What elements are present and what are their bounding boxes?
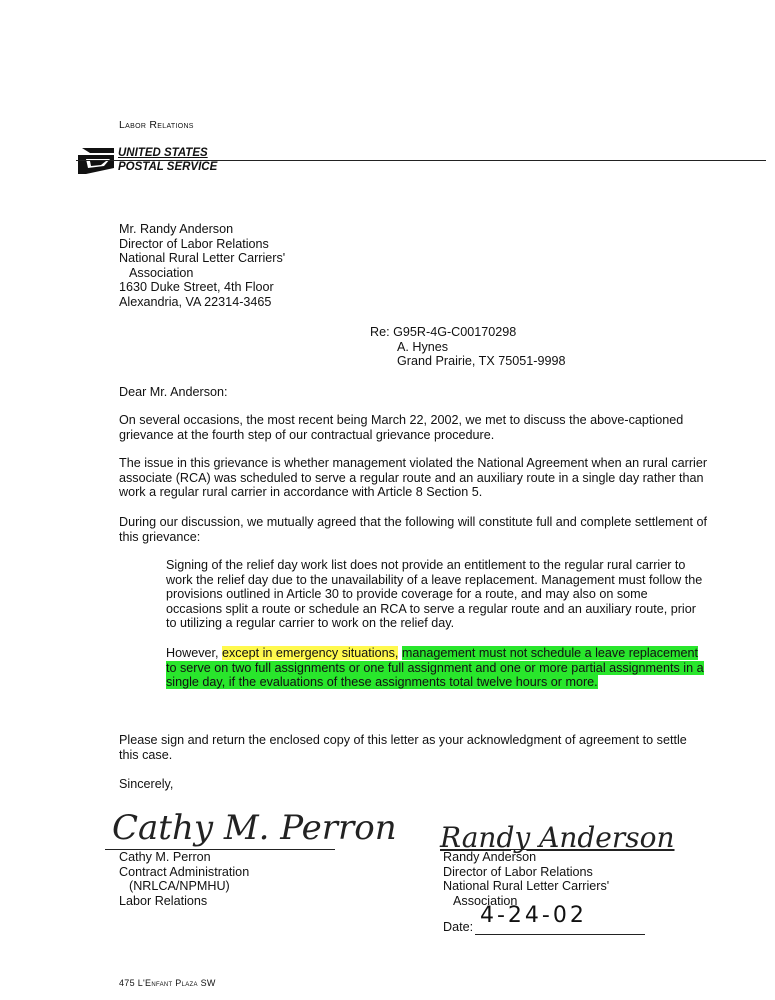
usps-logo: [76, 146, 216, 176]
signer-line: Cathy M. Perron: [119, 850, 211, 864]
signer-line: Association: [453, 893, 518, 908]
footer-address: 475 L'Enfant Plaza SW: [119, 978, 216, 988]
address-line: Association: [129, 265, 194, 280]
date-label: Date:: [443, 920, 474, 934]
salutation: Dear Mr. Anderson:: [119, 385, 228, 399]
body-paragraph: During our discussion, we mutually agreed that the following will constitute full and complete settlement of this grievance:: [119, 515, 708, 544]
body-paragraph: Please sign and return the enclosed copy of this letter as your acknowledgment of agreement to settle this case.: [119, 733, 687, 762]
address-line: Alexandria, VA 22314-3465: [119, 294, 272, 309]
signer-line: Director of Labor Relations: [443, 864, 593, 879]
org-name-line2: POSTAL SERVICE: [118, 161, 218, 173]
settlement-paragraph: Signing of the relief day work list does not provide an entitlement to the regular rural carrier to work the relief day due to the unavailability of a leave replacement. Management must follow the provisions outlined in Article 30 to provide coverage for a route, and may also on some occasions split a route or schedule an RCA to serve a regular route and an auxiliary route, prior to utilizing a regular carrier to work on the relief day.: [166, 558, 703, 631]
signature-left: Cathy M. Perron: [112, 808, 397, 848]
signer-line: Randy Anderson: [443, 850, 537, 864]
address-line: Director of Labor Relations: [119, 236, 269, 251]
signature-right: Randy Anderson: [440, 821, 675, 854]
address-line: 1630 Duke Street, 4th Floor: [119, 280, 274, 295]
signer-line: National Rural Letter Carriers': [443, 879, 610, 894]
settlement-highlighted-paragraph: [166, 646, 706, 690]
eagle-logo-icon: [76, 146, 116, 176]
date-value: 4-24-02: [480, 903, 587, 928]
signer-left-block: [119, 850, 249, 908]
paragraph-text: However,: [166, 646, 222, 660]
signer-line: Labor Relations: [119, 893, 208, 908]
signer-line: Contract Administration: [119, 864, 250, 879]
recipient-address: [119, 222, 285, 310]
letterhead-rule: [76, 160, 766, 161]
address-line: Mr. Randy Anderson: [119, 222, 234, 236]
reference-grievant: A. Hynes: [397, 339, 449, 354]
address-line: National Rural Letter Carriers': [119, 251, 286, 266]
date-line: [475, 934, 645, 935]
signer-line: (NRLCA/NPMHU): [129, 879, 230, 894]
body-paragraph: The issue in this grievance is whether management violated the National Agreement when an rural carrier associate (RCA) was scheduled to serve a regular route and an auxiliary route in a single day rather than work a regular rural carrier in accordance with Article 8 Section 5.: [119, 456, 708, 500]
closing: Sincerely,: [119, 777, 174, 791]
reference-block: [370, 325, 565, 369]
reference-case-number: Re: G95R-4G-C00170298: [370, 325, 517, 339]
highlight-yellow: except in emergency situations,: [222, 646, 399, 660]
signer-right-block: [443, 850, 609, 908]
department-heading: Labor Relations: [119, 119, 194, 131]
highlight-green: management must not schedule a leave replacement to serve on two full assignments or one full assignment and one or more partial assignments in a single day, if the evaluations of these assignments total twelve hours or more.: [166, 646, 704, 690]
reference-location: Grand Prairie, TX 75051-9998: [397, 354, 566, 369]
org-name-line1: UNITED STATES: [118, 147, 208, 159]
body-paragraph: On several occasions, the most recent being March 22, 2002, we met to discuss the above-captioned grievance at the fourth step of our contractual grievance procedure.: [119, 413, 684, 442]
